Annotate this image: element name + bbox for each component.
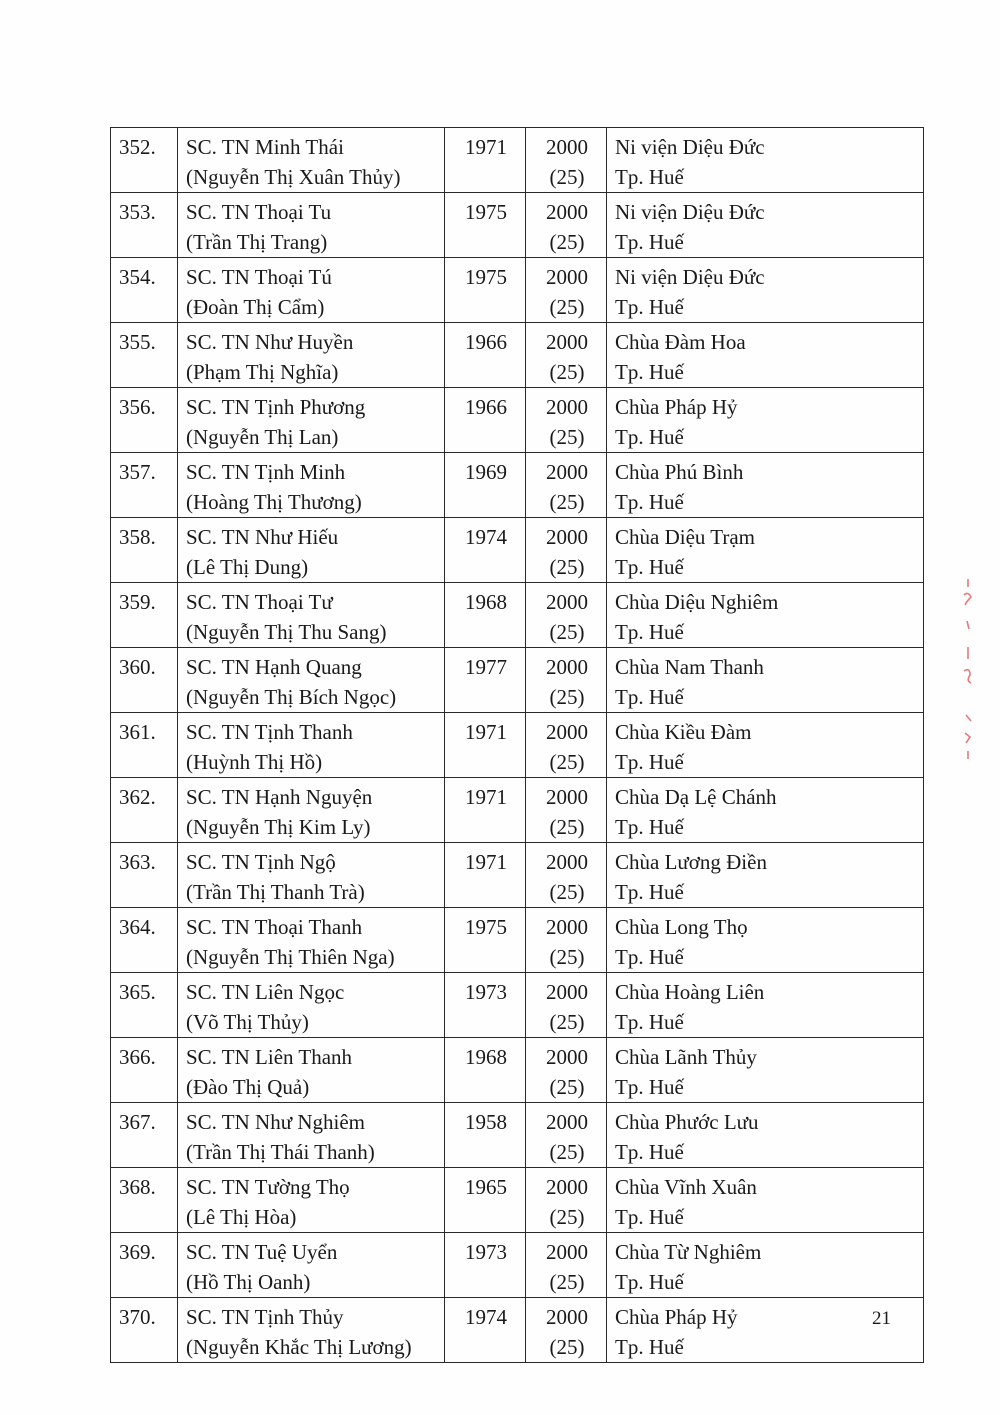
roster-body (111, 128, 924, 1363)
table-row (111, 1298, 924, 1363)
ordination-cell (526, 908, 607, 973)
ordination-cell (526, 1038, 607, 1103)
cell-ordination-year: 2000 (546, 720, 588, 744)
dharma-name-cell (178, 973, 445, 1038)
cell-ordination-order: (25) (549, 1140, 585, 1164)
row-number (111, 778, 178, 843)
row-number (111, 193, 178, 258)
cell-ordination-year: 2000 (546, 655, 588, 679)
birth-year-cell (445, 453, 526, 518)
cell-no: 363. (119, 850, 156, 874)
cell-name: SC. TN Thoại Tu (186, 200, 332, 224)
cell-name: SC. TN Tịnh Thủy (186, 1305, 344, 1329)
cell-city: Tp. Huế (615, 750, 684, 774)
table-row (111, 128, 924, 193)
cell-no: 367. (119, 1110, 156, 1134)
cell-name: SC. TN Như Huyền (186, 330, 354, 354)
table-row (111, 973, 924, 1038)
temple-cell (607, 713, 924, 778)
cell-birth-year: 1973 (465, 980, 507, 1004)
row-number (111, 258, 178, 323)
cell-ordination-year: 2000 (546, 395, 588, 419)
birth-year-cell (445, 1103, 526, 1168)
dharma-name-cell (178, 128, 445, 193)
cell-temple: Chùa Kiều Đàm (615, 720, 752, 744)
cell-no: 352. (119, 135, 156, 159)
cell-name: SC. TN Tịnh Ngộ (186, 850, 336, 874)
cell-temple: Chùa Pháp Hỷ (615, 1305, 738, 1329)
row-number (111, 1168, 178, 1233)
cell-ordination-order: (25) (549, 230, 585, 254)
cell-birth-year: 1965 (465, 1175, 507, 1199)
cell-city: Tp. Huế (615, 490, 684, 514)
cell-name: SC. TN Tuệ Uyển (186, 1240, 338, 1264)
cell-ordination-year: 2000 (546, 980, 588, 1004)
row-number (111, 843, 178, 908)
cell-lay-name: (Trần Thị Thanh Trà) (186, 880, 365, 904)
cell-birth-year: 1969 (465, 460, 507, 484)
cell-ordination-order: (25) (549, 165, 585, 189)
cell-city: Tp. Huế (615, 685, 684, 709)
cell-ordination-year: 2000 (546, 1305, 588, 1329)
cell-city: Tp. Huế (615, 165, 684, 189)
dharma-name-cell (178, 453, 445, 518)
ordination-cell (526, 583, 607, 648)
table-row (111, 453, 924, 518)
ordination-cell (526, 1103, 607, 1168)
cell-lay-name: (Nguyễn Thị Lan) (186, 425, 339, 449)
cell-temple: Chùa Hoàng Liên (615, 980, 765, 1004)
temple-cell (607, 128, 924, 193)
cell-ordination-year: 2000 (546, 850, 588, 874)
cell-city: Tp. Huế (615, 1205, 684, 1229)
cell-birth-year: 1958 (465, 1110, 507, 1134)
dharma-name-cell (178, 1233, 445, 1298)
dharma-name-cell (178, 843, 445, 908)
row-number (111, 583, 178, 648)
cell-birth-year: 1971 (465, 850, 507, 874)
cell-no: 354. (119, 265, 156, 289)
temple-cell (607, 908, 924, 973)
temple-cell (607, 843, 924, 908)
birth-year-cell (445, 1298, 526, 1363)
birth-year-cell (445, 128, 526, 193)
cell-ordination-order: (25) (549, 815, 585, 839)
cell-birth-year: 1975 (465, 265, 507, 289)
temple-cell (607, 323, 924, 388)
row-number (111, 973, 178, 1038)
cell-no: 356. (119, 395, 156, 419)
cell-birth-year: 1971 (465, 785, 507, 809)
ordination-cell (526, 193, 607, 258)
row-number (111, 1233, 178, 1298)
birth-year-cell (445, 648, 526, 713)
birth-year-cell (445, 713, 526, 778)
birth-year-cell (445, 1233, 526, 1298)
cell-lay-name: (Hoàng Thị Thương) (186, 490, 362, 514)
cell-name: SC. TN Minh Thái (186, 135, 344, 159)
cell-lay-name: (Nguyễn Thị Thu Sang) (186, 620, 387, 644)
cell-birth-year: 1971 (465, 720, 507, 744)
dharma-name-cell (178, 323, 445, 388)
cell-name: SC. TN Hạnh Quang (186, 655, 362, 679)
temple-cell (607, 388, 924, 453)
temple-cell (607, 1038, 924, 1103)
cell-birth-year: 1973 (465, 1240, 507, 1264)
cell-ordination-order: (25) (549, 1335, 585, 1359)
cell-birth-year: 1966 (465, 395, 507, 419)
birth-year-cell (445, 323, 526, 388)
cell-birth-year: 1974 (465, 525, 507, 549)
row-number (111, 713, 178, 778)
cell-no: 361. (119, 720, 156, 744)
cell-birth-year: 1977 (465, 655, 507, 679)
cell-ordination-order: (25) (549, 1075, 585, 1099)
birth-year-cell (445, 778, 526, 843)
temple-cell (607, 648, 924, 713)
birth-year-cell (445, 1038, 526, 1103)
ordination-cell (526, 518, 607, 583)
cell-ordination-year: 2000 (546, 1110, 588, 1134)
dharma-name-cell (178, 778, 445, 843)
cell-lay-name: (Lê Thị Hòa) (186, 1205, 297, 1229)
cell-temple: Chùa Phú Bình (615, 460, 744, 484)
table-row (111, 1103, 924, 1168)
row-number (111, 128, 178, 193)
cell-temple: Chùa Vĩnh Xuân (615, 1175, 757, 1199)
cell-lay-name: (Đoàn Thị Cẩm) (186, 295, 325, 319)
cell-lay-name: (Hồ Thị Oanh) (186, 1270, 311, 1294)
cell-ordination-year: 2000 (546, 135, 588, 159)
table-row (111, 518, 924, 583)
temple-cell (607, 583, 924, 648)
cell-ordination-year: 2000 (546, 915, 588, 939)
cell-ordination-year: 2000 (546, 1045, 588, 1069)
cell-ordination-order: (25) (549, 1270, 585, 1294)
cell-birth-year: 1968 (465, 590, 507, 614)
birth-year-cell (445, 258, 526, 323)
temple-cell (607, 1168, 924, 1233)
dharma-name-cell (178, 713, 445, 778)
dharma-name-cell (178, 193, 445, 258)
cell-birth-year: 1971 (465, 135, 507, 159)
cell-temple: Chùa Dạ Lệ Chánh (615, 785, 777, 809)
cell-no: 357. (119, 460, 156, 484)
cell-name: SC. TN Liên Ngọc (186, 980, 345, 1004)
ordination-cell (526, 713, 607, 778)
temple-cell (607, 778, 924, 843)
ordination-cell (526, 323, 607, 388)
cell-ordination-year: 2000 (546, 590, 588, 614)
cell-ordination-order: (25) (549, 555, 585, 579)
cell-name: SC. TN Tịnh Thanh (186, 720, 353, 744)
cell-temple: Chùa Lãnh Thủy (615, 1045, 757, 1069)
cell-temple: Chùa Diệu Trạm (615, 525, 756, 549)
cell-name: SC. TN Thoại Tư (186, 590, 333, 614)
cell-no: 368. (119, 1175, 156, 1199)
cell-name: SC. TN Hạnh Nguyện (186, 785, 373, 809)
ordination-cell (526, 1298, 607, 1363)
ordination-cell (526, 128, 607, 193)
cell-city: Tp. Huế (615, 555, 684, 579)
cell-temple: Ni viện Diệu Đức (615, 200, 765, 224)
dharma-name-cell (178, 518, 445, 583)
dharma-name-cell (178, 1103, 445, 1168)
ordination-cell (526, 973, 607, 1038)
cell-name: SC. TN Tịnh Minh (186, 460, 346, 484)
cell-ordination-order: (25) (549, 425, 585, 449)
cell-temple: Chùa Phước Lưu (615, 1110, 759, 1134)
table-row (111, 648, 924, 713)
cell-ordination-year: 2000 (546, 1175, 588, 1199)
cell-ordination-order: (25) (549, 1205, 585, 1229)
cell-city: Tp. Huế (615, 880, 684, 904)
cell-no: 360. (119, 655, 156, 679)
cell-lay-name: (Đào Thị Quả) (186, 1075, 310, 1099)
cell-city: Tp. Huế (615, 1075, 684, 1099)
cell-city: Tp. Huế (615, 1140, 684, 1164)
cell-lay-name: (Nguyễn Thị Bích Ngọc) (186, 685, 397, 709)
nun-roster-table (110, 127, 924, 1363)
row-number (111, 388, 178, 453)
dharma-name-cell (178, 1038, 445, 1103)
ordination-cell (526, 648, 607, 713)
cell-ordination-order: (25) (549, 945, 585, 969)
table-row (111, 258, 924, 323)
row-number (111, 323, 178, 388)
cell-birth-year: 1974 (465, 1305, 507, 1329)
birth-year-cell (445, 1168, 526, 1233)
cell-city: Tp. Huế (615, 620, 684, 644)
cell-city: Tp. Huế (615, 230, 684, 254)
cell-temple: Ni viện Diệu Đức (615, 135, 765, 159)
cell-ordination-year: 2000 (546, 1240, 588, 1264)
cell-lay-name: (Nguyễn Thị Kim Ly) (186, 815, 371, 839)
row-number (111, 453, 178, 518)
ordination-cell (526, 388, 607, 453)
cell-ordination-year: 2000 (546, 265, 588, 289)
cell-city: Tp. Huế (615, 1270, 684, 1294)
cell-city: Tp. Huế (615, 1010, 684, 1034)
table-row (111, 908, 924, 973)
birth-year-cell (445, 973, 526, 1038)
cell-birth-year: 1975 (465, 915, 507, 939)
cell-ordination-order: (25) (549, 880, 585, 904)
cell-lay-name: (Phạm Thị Nghĩa) (186, 360, 339, 384)
cell-name: SC. TN Như Nghiêm (186, 1110, 366, 1134)
cell-no: 364. (119, 915, 156, 939)
dharma-name-cell (178, 908, 445, 973)
cell-lay-name: (Trần Thị Thái Thanh) (186, 1140, 375, 1164)
cell-temple: Chùa Diệu Nghiêm (615, 590, 779, 614)
birth-year-cell (445, 908, 526, 973)
birth-year-cell (445, 583, 526, 648)
cell-lay-name: (Lê Thị Dung) (186, 555, 309, 579)
cell-ordination-year: 2000 (546, 785, 588, 809)
ordination-cell (526, 258, 607, 323)
table-row (111, 713, 924, 778)
cell-no: 365. (119, 980, 156, 1004)
row-number (111, 1103, 178, 1168)
ordination-cell (526, 1168, 607, 1233)
row-number (111, 1038, 178, 1103)
cell-ordination-year: 2000 (546, 525, 588, 549)
cell-ordination-order: (25) (549, 750, 585, 774)
row-number (111, 518, 178, 583)
dharma-name-cell (178, 648, 445, 713)
cell-name: SC. TN Thoại Tú (186, 265, 332, 289)
cell-no: 359. (119, 590, 156, 614)
cell-no: 370. (119, 1305, 156, 1329)
table-row (111, 843, 924, 908)
cell-lay-name: (Trần Thị Trang) (186, 230, 328, 254)
temple-cell (607, 193, 924, 258)
cell-lay-name: (Nguyễn Thị Thiên Nga) (186, 945, 395, 969)
table-row (111, 193, 924, 258)
birth-year-cell (445, 843, 526, 908)
table-row (111, 1168, 924, 1233)
dharma-name-cell (178, 1168, 445, 1233)
birth-year-cell (445, 388, 526, 453)
cell-lay-name: (Huỳnh Thị Hồ) (186, 750, 323, 774)
cell-city: Tp. Huế (615, 295, 684, 319)
dharma-name-cell (178, 583, 445, 648)
cell-birth-year: 1975 (465, 200, 507, 224)
table-row (111, 778, 924, 843)
cell-ordination-order: (25) (549, 360, 585, 384)
row-number (111, 908, 178, 973)
cell-ordination-year: 2000 (546, 200, 588, 224)
cell-no: 369. (119, 1240, 156, 1264)
dharma-name-cell (178, 258, 445, 323)
cell-city: Tp. Huế (615, 425, 684, 449)
cell-birth-year: 1966 (465, 330, 507, 354)
temple-cell (607, 518, 924, 583)
ordination-cell (526, 1233, 607, 1298)
cell-ordination-year: 2000 (546, 460, 588, 484)
temple-cell (607, 1233, 924, 1298)
row-number (111, 648, 178, 713)
cell-no: 358. (119, 525, 156, 549)
cell-ordination-year: 2000 (546, 330, 588, 354)
cell-temple: Ni viện Diệu Đức (615, 265, 765, 289)
table-row (111, 1233, 924, 1298)
ordination-cell (526, 453, 607, 518)
cell-name: SC. TN Tường Thọ (186, 1175, 350, 1199)
table-row (111, 323, 924, 388)
cell-name: SC. TN Tịnh Phương (186, 395, 366, 419)
birth-year-cell (445, 193, 526, 258)
temple-cell (607, 258, 924, 323)
cell-temple: Chùa Từ Nghiêm (615, 1240, 762, 1264)
cell-temple: Chùa Lương Điền (615, 850, 767, 874)
dharma-name-cell (178, 388, 445, 453)
cell-lay-name: (Nguyễn Khắc Thị Lương) (186, 1335, 412, 1359)
cell-name: SC. TN Liên Thanh (186, 1045, 353, 1069)
cell-ordination-order: (25) (549, 685, 585, 709)
cell-ordination-order: (25) (549, 1010, 585, 1034)
cell-lay-name: (Nguyễn Thị Xuân Thủy) (186, 165, 401, 189)
temple-cell (607, 1103, 924, 1168)
cell-name: SC. TN Như Hiếu (186, 525, 339, 549)
cell-temple: Chùa Đàm Hoa (615, 330, 746, 354)
cell-city: Tp. Huế (615, 1335, 684, 1359)
cell-city: Tp. Huế (615, 360, 684, 384)
cell-temple: Chùa Pháp Hỷ (615, 395, 738, 419)
temple-cell (607, 973, 924, 1038)
cell-name: SC. TN Thoại Thanh (186, 915, 363, 939)
table-row (111, 583, 924, 648)
cell-no: 355. (119, 330, 156, 354)
table-row (111, 1038, 924, 1103)
dharma-name-cell (178, 1298, 445, 1363)
cell-no: 353. (119, 200, 156, 224)
page-number: 21 (872, 1308, 891, 1329)
cell-lay-name: (Võ Thị Thủy) (186, 1010, 309, 1034)
birth-year-cell (445, 518, 526, 583)
ordination-cell (526, 778, 607, 843)
cell-ordination-order: (25) (549, 295, 585, 319)
cell-city: Tp. Huế (615, 815, 684, 839)
temple-cell (607, 453, 924, 518)
cell-temple: Chùa Long Thọ (615, 915, 748, 939)
cell-temple: Chùa Nam Thanh (615, 655, 764, 679)
cell-no: 362. (119, 785, 156, 809)
ordination-cell (526, 843, 607, 908)
table-row (111, 388, 924, 453)
cell-city: Tp. Huế (615, 945, 684, 969)
cell-no: 366. (119, 1045, 156, 1069)
cell-ordination-order: (25) (549, 490, 585, 514)
cell-birth-year: 1968 (465, 1045, 507, 1069)
row-number (111, 1298, 178, 1363)
cell-ordination-order: (25) (549, 620, 585, 644)
red-margin-stamp-icon (958, 575, 978, 765)
